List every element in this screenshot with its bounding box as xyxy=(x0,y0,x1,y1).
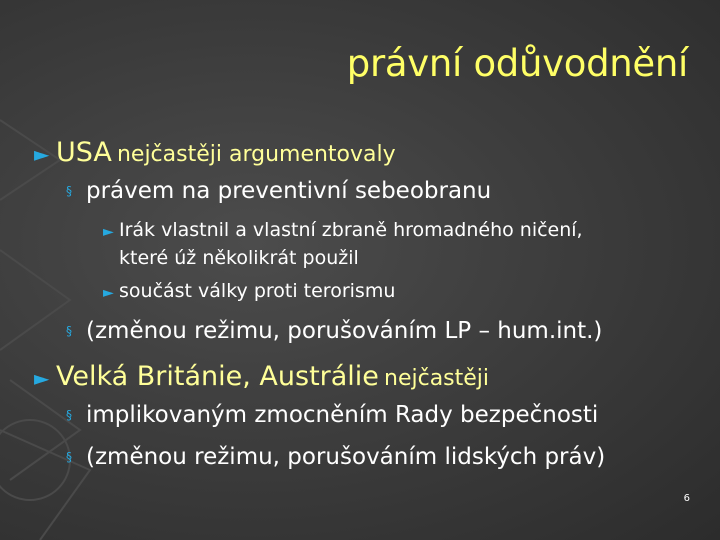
bullet-uk-australia-text: nejčastěji xyxy=(384,366,490,391)
bullet-usa-name: USA xyxy=(56,137,112,168)
triangle-bullet-icon: ► xyxy=(103,285,114,301)
sub-bullet-preventive-text: právem na preventivní sebeobranu xyxy=(86,178,492,204)
triangle-bullet-icon: ► xyxy=(34,142,50,166)
slide-title: právní odůvodnění xyxy=(346,42,688,85)
sub-bullet-regime-change xyxy=(66,318,602,344)
sub-bullet-security-council-text: implikovaným zmocněním Rady bezpečnosti xyxy=(86,402,599,428)
bullet-usa xyxy=(34,137,396,168)
square-bullet-icon: § xyxy=(66,450,72,464)
square-bullet-icon: § xyxy=(66,408,72,422)
bullet-usa-text: nejčastěji argumentovaly xyxy=(116,142,396,167)
sub-bullet-human-rights-text: (změnou režimu, porušováním lidských práv) xyxy=(86,444,606,470)
page-number: 6 xyxy=(683,493,690,504)
bullet-uk-australia-name: Velká Británie, Austrálie xyxy=(56,361,379,392)
sub-bullet-preventive xyxy=(66,178,491,204)
sub-sub-bullet-iraq-text-line1: Irák vlastnil a vlastní zbraně hromadného ničení, xyxy=(119,219,583,241)
bullet-uk-australia xyxy=(34,361,489,392)
sub-sub-bullet-iraq-continuation xyxy=(119,247,359,269)
sub-bullet-human-rights xyxy=(66,444,605,470)
sub-bullet-regime-change-text: (změnou režimu, porušováním LP – hum.int.) xyxy=(86,318,603,344)
triangle-bullet-icon: ► xyxy=(103,224,114,240)
sub-sub-bullet-terrorism-text: součást války proti terorismu xyxy=(119,280,396,302)
square-bullet-icon: § xyxy=(66,324,72,338)
sub-sub-bullet-terrorism xyxy=(103,280,395,302)
square-bullet-icon: § xyxy=(66,184,72,198)
sub-sub-bullet-iraq xyxy=(103,219,583,241)
triangle-bullet-icon: ► xyxy=(34,366,50,390)
sub-bullet-security-council xyxy=(66,402,598,428)
sub-sub-bullet-iraq-text-line2: které úž několikrát použil xyxy=(119,247,359,269)
